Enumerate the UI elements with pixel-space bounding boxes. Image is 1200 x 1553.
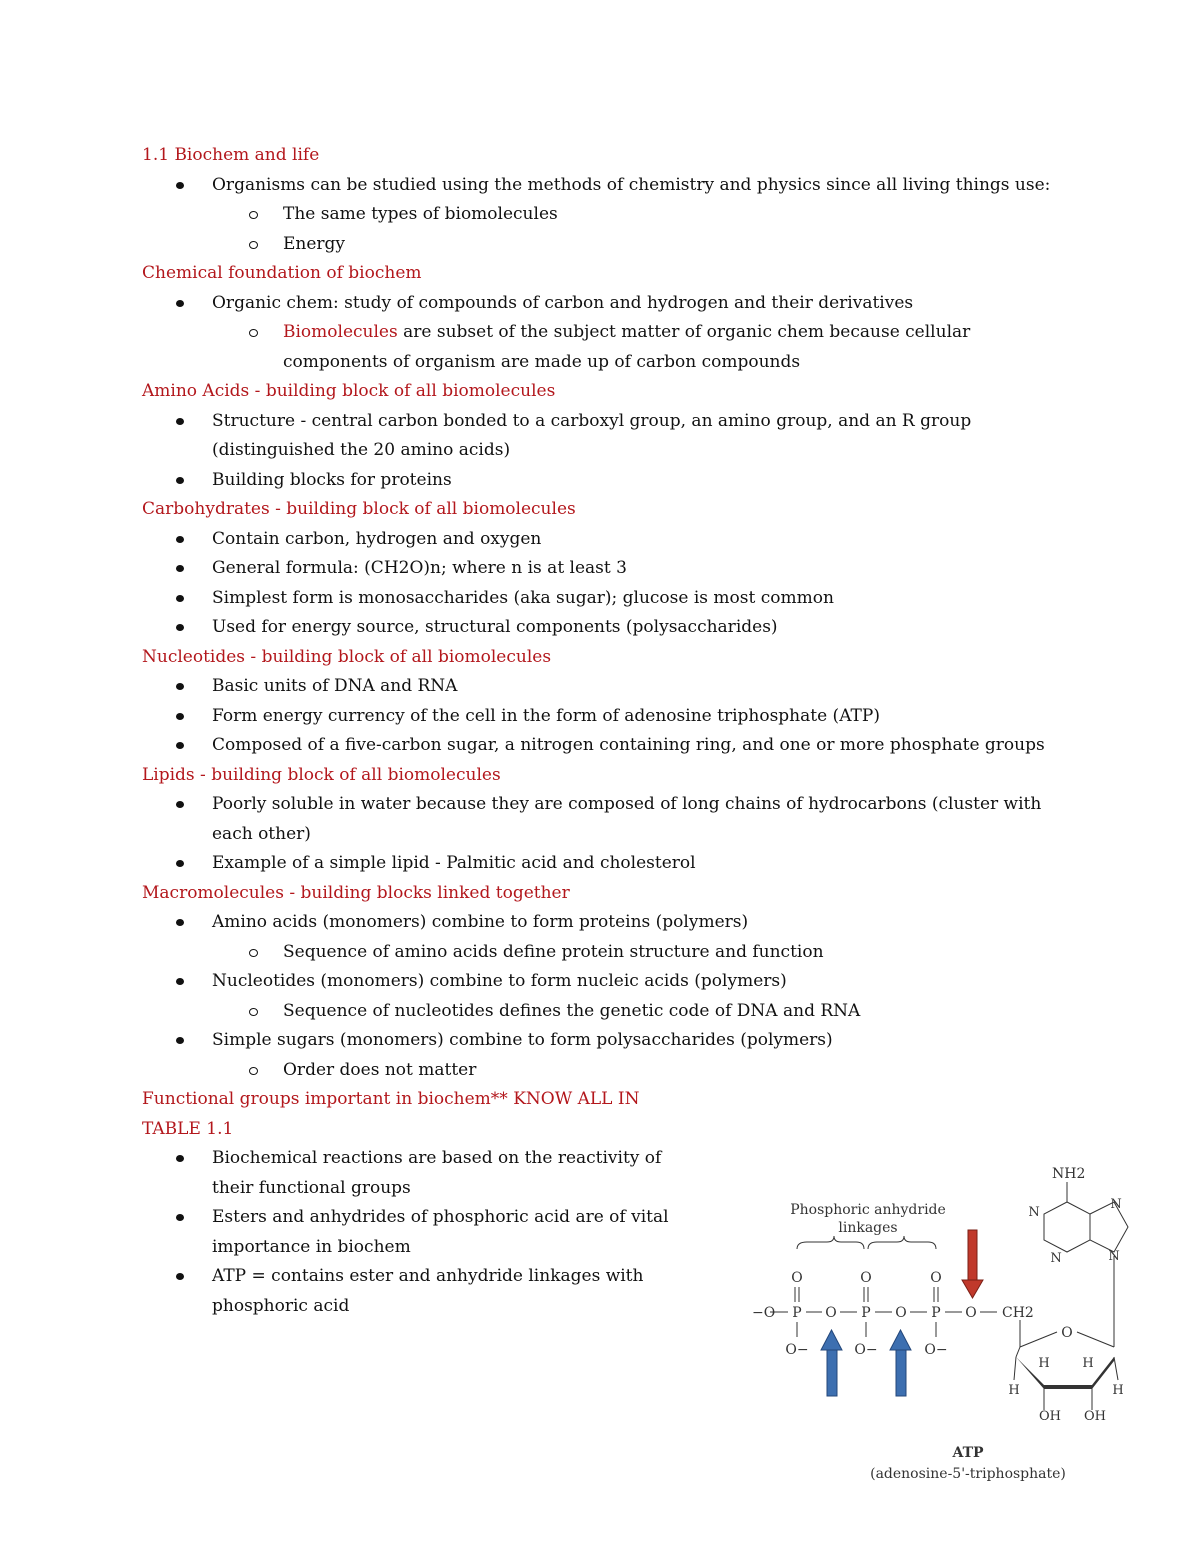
bullet-text: Order does not matter xyxy=(283,1059,477,1080)
section-heading: Amino Acids - building block of all biomolecules xyxy=(142,381,556,401)
svg-text:H: H xyxy=(1082,1356,1094,1371)
section-heading-line2: TABLE 1.1 xyxy=(142,1118,234,1139)
bullet-item xyxy=(142,908,1072,938)
atp-structure-figure xyxy=(752,1152,1142,1497)
sub-bullet-item xyxy=(142,1056,1072,1086)
bullet-item xyxy=(142,584,1072,614)
red-down-arrow xyxy=(962,1230,983,1298)
bullet-list xyxy=(142,908,1072,1085)
bullet-list xyxy=(142,407,1072,496)
document-page xyxy=(142,141,1072,1321)
heading-plain-part: KNOW ALL IN xyxy=(507,1089,640,1109)
svg-text:N: N xyxy=(1050,1251,1062,1266)
bullet-text: Simple sugars (monomers) combine to form polysaccharides (polymers) xyxy=(212,1030,833,1050)
bullet-item xyxy=(142,731,1072,761)
bullet-text: Esters and anhydrides of phosphoric acid are of vital importance in biochem xyxy=(212,1207,669,1257)
svg-text:NH2: NH2 xyxy=(1052,1166,1086,1182)
svg-text:O−: O− xyxy=(854,1342,878,1358)
svg-text:OH: OH xyxy=(1084,1409,1106,1424)
ribose-ring xyxy=(1008,1320,1123,1424)
bullet-text: Sequence of amino acids define protein structure and function xyxy=(283,941,824,962)
sub-bullet-item xyxy=(142,318,1072,377)
svg-text:O: O xyxy=(1061,1325,1073,1341)
sub-bullet-item xyxy=(142,230,1072,260)
svg-text:OH: OH xyxy=(1039,1409,1061,1424)
bullet-text: Structure - central carbon bonded to a carboxyl group, an amino group, and an R group (distinguished the 20 amino acids) xyxy=(212,410,972,460)
bullet-list xyxy=(142,289,1072,378)
bullet-text: Nucleotides (monomers) combine to form nucleic acids (polymers) xyxy=(212,971,787,991)
bullet-text: Basic units of DNA and RNA xyxy=(212,676,458,696)
phosphate-bottom-oxygens xyxy=(785,1322,947,1358)
bullet-item xyxy=(142,702,1072,732)
bullet-text: Organic chem: study of compounds of carbon and hydrogen and their derivatives xyxy=(212,292,914,313)
bullet-text: General formula: (CH2O)n; where n is at least 3 xyxy=(212,558,627,578)
svg-text:O: O xyxy=(825,1305,837,1321)
bullet-item xyxy=(142,672,1072,702)
highlighted-term: Biomolecules xyxy=(283,322,398,342)
section-heading: Lipids - building block of all biomolecules xyxy=(142,764,501,785)
svg-text:N: N xyxy=(1028,1205,1040,1220)
brace-right xyxy=(868,1236,936,1249)
blue-up-arrow-left xyxy=(821,1330,842,1396)
svg-text:P: P xyxy=(931,1305,941,1321)
bullet-text: Sequence of nucleotides defines the genetic code of DNA and RNA xyxy=(283,1000,861,1021)
svg-text:H: H xyxy=(1008,1383,1020,1398)
bullet-item xyxy=(142,554,1072,584)
sub-bullet-item xyxy=(142,200,1072,230)
bullet-item xyxy=(142,1262,692,1321)
svg-text:CH2: CH2 xyxy=(1002,1305,1034,1321)
phosphate-top-oxygens xyxy=(791,1270,941,1302)
bullet-item xyxy=(142,171,1072,201)
bullet-text: The same types of biomolecules xyxy=(283,204,558,224)
bullet-text: Amino acids (monomers) combine to form proteins (polymers) xyxy=(212,912,749,932)
bullet-list xyxy=(142,672,1072,761)
bullet-item xyxy=(142,849,1072,879)
brace-left xyxy=(797,1236,864,1249)
bullet-item xyxy=(142,790,1072,849)
svg-text:H: H xyxy=(1112,1383,1124,1398)
section-heading: Carbohydrates - building block of all biomolecules xyxy=(142,499,576,519)
svg-text:H: H xyxy=(1038,1356,1050,1371)
bullet-list xyxy=(142,171,1072,260)
section-heading-functional-groups xyxy=(142,1085,1072,1115)
svg-text:N: N xyxy=(1108,1249,1120,1264)
bullet-text: Biochemical reactions are based on the reactivity of their functional groups xyxy=(212,1148,662,1198)
blue-up-arrow-right xyxy=(890,1330,911,1396)
bullet-item xyxy=(142,525,1072,555)
section-heading: Macromolecules - building blocks linked together xyxy=(142,882,570,903)
linkages-label-line1: Phosphoric anhydride xyxy=(790,1202,946,1218)
bullet-text: are subset of the subject matter of organic chem because cellular components of organism are made up of carbon compounds xyxy=(283,322,971,372)
bullet-item xyxy=(142,289,1072,319)
bullet-item xyxy=(142,1026,1072,1056)
bullet-list xyxy=(142,790,1072,879)
bullet-text: Energy xyxy=(283,233,346,254)
bullet-text: Organisms can be studied using the methods of chemistry and physics since all living things use: xyxy=(212,174,1051,195)
svg-text:O: O xyxy=(860,1270,872,1286)
bullet-text: Form energy currency of the cell in the form of adenosine triphosphate (ATP) xyxy=(212,705,880,726)
section-heading: 1.1 Biochem and life xyxy=(142,145,320,165)
svg-text:O: O xyxy=(895,1305,907,1321)
linkages-label-line2: linkages xyxy=(838,1220,898,1236)
adenine-base xyxy=(1028,1166,1128,1347)
bullet-item xyxy=(142,1144,692,1203)
bullet-text: Contain carbon, hydrogen and oxygen xyxy=(212,528,542,549)
bullet-text: Building blocks for proteins xyxy=(212,469,452,490)
bullet-text: Used for energy source, structural components (polysaccharides) xyxy=(212,617,778,637)
bullet-text: ATP = contains ester and anhydride linkages with phosphoric acid xyxy=(212,1266,644,1316)
bullet-text: Poorly soluble in water because they are composed of long chains of hydrocarbons (cluster with each other) xyxy=(212,794,1042,844)
atp-diagram xyxy=(752,1152,1142,1497)
section-heading: Nucleotides - building block of all biomolecules xyxy=(142,646,552,667)
svg-text:N: N xyxy=(1110,1197,1122,1212)
svg-text:O: O xyxy=(965,1305,977,1321)
svg-text:P: P xyxy=(861,1305,871,1321)
phosphate-chain xyxy=(752,1305,1034,1321)
sub-bullet-item xyxy=(142,938,1072,968)
bullet-item xyxy=(142,466,1072,496)
bullet-item xyxy=(142,967,1072,997)
figure-caption-title: ATP xyxy=(952,1445,984,1461)
bullet-item xyxy=(142,1203,692,1262)
section-heading: Chemical foundation of biochem xyxy=(142,263,422,283)
svg-text:−O: −O xyxy=(752,1305,776,1321)
bullet-text: Composed of a five-carbon sugar, a nitrogen containing ring, and one or more phosphate groups xyxy=(212,735,1045,755)
bullet-text: Simplest form is monosaccharides (aka sugar); glucose is most common xyxy=(212,587,834,608)
bullet-item xyxy=(142,613,1072,643)
svg-text:O: O xyxy=(930,1270,942,1286)
svg-text:O−: O− xyxy=(924,1342,948,1358)
svg-text:O: O xyxy=(791,1270,803,1286)
svg-text:P: P xyxy=(792,1305,802,1321)
bullet-list xyxy=(142,525,1072,643)
bullet-text: Example of a simple lipid - Palmitic acid and cholesterol xyxy=(212,853,696,873)
svg-text:O−: O− xyxy=(785,1342,809,1358)
figure-caption-subtitle: (adenosine-5'-triphosphate) xyxy=(870,1466,1066,1482)
heading-bold-part: Functional groups important in biochem** xyxy=(142,1089,508,1109)
bullet-item xyxy=(142,407,1072,466)
sub-bullet-item xyxy=(142,997,1072,1027)
